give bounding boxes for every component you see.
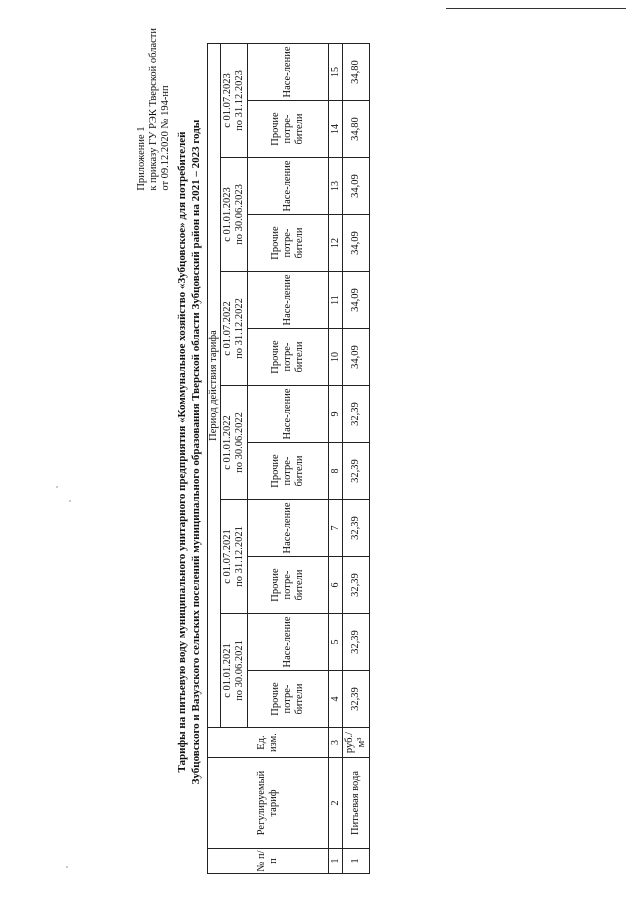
- column-number: 8: [329, 443, 343, 500]
- tariff-value: 34,09: [343, 329, 370, 386]
- period-header: [221, 500, 248, 614]
- period-header: [221, 158, 248, 272]
- period-from: с 01.01.2023: [222, 187, 233, 242]
- column-number: 15: [329, 43, 343, 100]
- tariff-value: 34,09: [343, 158, 370, 215]
- period-to: по 31.12.2022: [234, 298, 245, 359]
- appendix-block: [136, 28, 172, 191]
- document-title-line2: Зубцовского и Вазузского сельских поселений муниципального образования Тверской области Зубцовский район на 2021 – 2023 годы: [190, 119, 202, 785]
- column-number: 14: [329, 101, 343, 158]
- period-to: по 30.06.2022: [234, 412, 245, 473]
- tariff-value: 32,39: [343, 386, 370, 443]
- header-unit: Ед. изм.: [208, 728, 329, 758]
- tariff-table: [207, 43, 370, 874]
- tariff-value: 34,09: [343, 272, 370, 329]
- column-number: 10: [329, 329, 343, 386]
- period-to: по 30.06.2021: [234, 640, 245, 701]
- subheader-population: Насе-ление: [248, 500, 329, 557]
- period-from: с 01.07.2023: [222, 73, 233, 128]
- appendix-line3: от 09.12.2020 № 194-нп: [160, 85, 171, 191]
- tariff-value: 32,39: [343, 671, 370, 728]
- column-number: 3: [329, 728, 343, 758]
- subheader-population: Насе-ление: [248, 158, 329, 215]
- column-number: 12: [329, 215, 343, 272]
- tariff-value: 32,39: [343, 443, 370, 500]
- column-number: 7: [329, 500, 343, 557]
- period-to: по 31.12.2023: [234, 70, 245, 131]
- period-header: [221, 386, 248, 500]
- period-from: с 01.07.2022: [222, 301, 233, 356]
- subheader-other: Прочие потре-бители: [248, 671, 329, 728]
- row-unit: руб./м³: [343, 728, 370, 758]
- tariff-value: 34,09: [343, 215, 370, 272]
- subheader-other: Прочие потре-бители: [248, 329, 329, 386]
- subheader-population: Насе-ление: [248, 43, 329, 100]
- header-tariff: Регулируемый тариф: [208, 758, 329, 849]
- period-header: [221, 272, 248, 386]
- tariff-value: 32,39: [343, 500, 370, 557]
- row-tariff: Питьевая вода: [343, 758, 370, 849]
- appendix-line2: к приказу ГУ РЭК Тверской области: [148, 28, 159, 191]
- column-number: 11: [329, 272, 343, 329]
- period-to: по 31.12.2021: [234, 526, 245, 587]
- table-row: [343, 43, 370, 873]
- period-header: [221, 43, 248, 157]
- header-num: № п/п: [208, 849, 329, 874]
- column-number: 5: [329, 614, 343, 671]
- appendix-line1: Приложение 1: [136, 126, 147, 191]
- column-number-row: [329, 43, 343, 873]
- tariff-value: 34,80: [343, 43, 370, 100]
- column-number: 2: [329, 758, 343, 849]
- subheader-population: Насе-ление: [248, 386, 329, 443]
- tariff-value: 32,39: [343, 614, 370, 671]
- column-number: 9: [329, 386, 343, 443]
- period-from: с 01.07.2021: [222, 529, 233, 584]
- row-num: 1: [343, 849, 370, 874]
- subheader-other: Прочие потре-бители: [248, 443, 329, 500]
- subheader-other: Прочие потре-бители: [248, 215, 329, 272]
- subheader-other: Прочие потре-бители: [248, 557, 329, 614]
- header-period: Период действия тарифа: [208, 43, 221, 727]
- tariff-value: 34,80: [343, 101, 370, 158]
- period-from: с 01.01.2021: [222, 643, 233, 698]
- document-page: [12, 0, 612, 904]
- subheader-population: Насе-ление: [248, 272, 329, 329]
- subheader-other: Прочие потре-бители: [248, 101, 329, 158]
- column-number: 1: [329, 849, 343, 874]
- document-title-line1: Тарифы на питьевую воду муниципального унитарного предприятия «Коммунальное хозяйство «Зубцовское» для потребителей: [176, 131, 188, 773]
- subheader-population: Насе-ление: [248, 614, 329, 671]
- period-header: [221, 614, 248, 728]
- tariff-value: 32,39: [343, 557, 370, 614]
- period-to: по 30.06.2023: [234, 184, 245, 245]
- column-number: 6: [329, 557, 343, 614]
- column-number: 13: [329, 158, 343, 215]
- period-from: с 01.01.2022: [222, 415, 233, 470]
- column-number: 4: [329, 671, 343, 728]
